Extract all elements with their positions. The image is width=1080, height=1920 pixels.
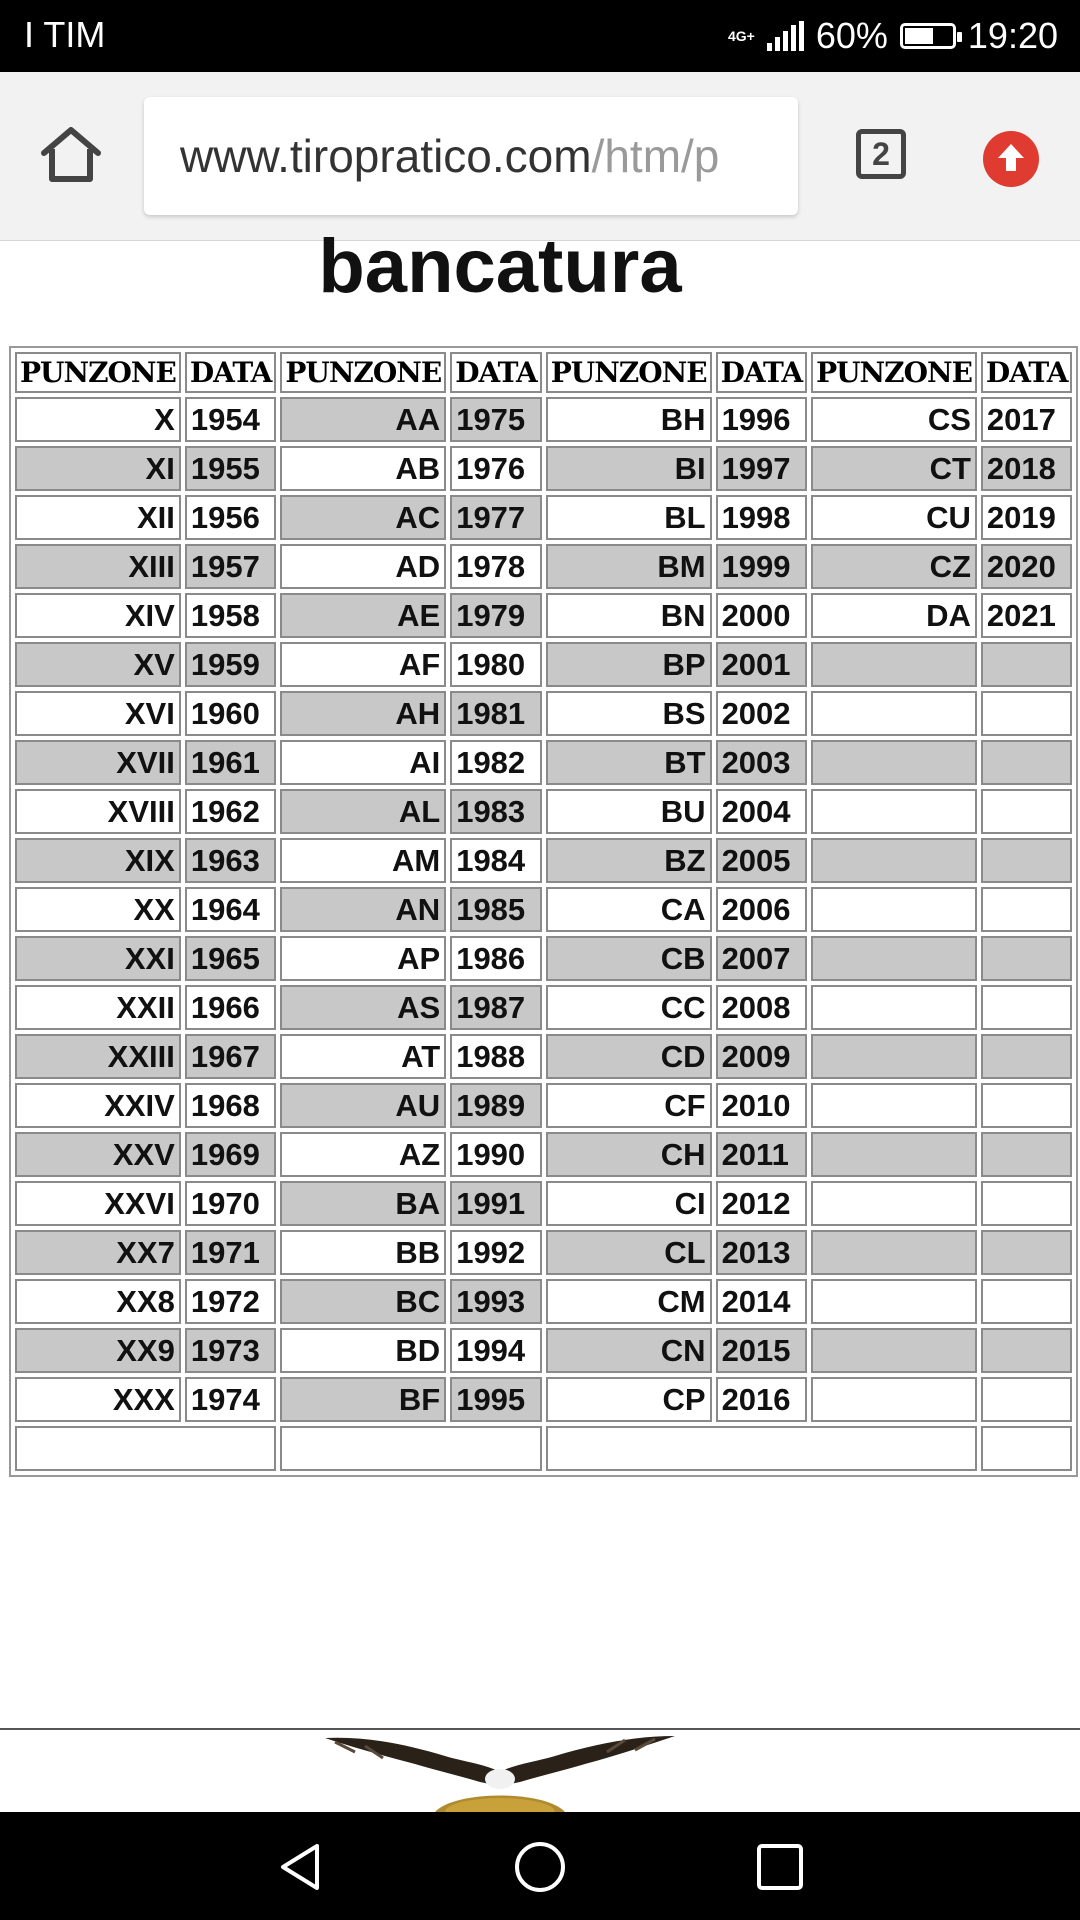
table-row [15,1279,1072,1324]
punzone-cell: AC [280,495,446,540]
data-cell: 1995 [450,1377,542,1422]
data-cell: 1993 [450,1279,542,1324]
header-punzone-1: PUNZONE [15,352,181,393]
punzone-cell: XIV [15,593,181,638]
punzone-cell: XVI [15,691,181,736]
data-cell: 2017 [981,397,1073,442]
header-data-2: DATA [450,352,542,393]
punzone-cell: XX [15,887,181,932]
data-cell [981,1181,1073,1226]
back-icon[interactable] [273,1840,327,1894]
punzone-cell: CH [546,1132,712,1177]
signal-icon [767,21,804,51]
punzone-cell: CS [811,397,977,442]
table-header-row [15,352,1072,393]
data-cell: 2011 [716,1132,808,1177]
punzone-cell [811,1279,977,1324]
punzone-cell: XII [15,495,181,540]
punzone-cell: X [15,397,181,442]
data-cell: 2018 [981,446,1073,491]
data-cell [981,985,1073,1030]
data-cell: 2013 [716,1230,808,1275]
data-cell: 1961 [185,740,277,785]
data-cell [981,1279,1073,1324]
battery-percent: 60% [815,15,888,56]
punzone-cell: CP [546,1377,712,1422]
punzone-cell: BL [546,495,712,540]
data-cell [981,1083,1073,1128]
empty-cell [546,1426,977,1471]
data-cell [981,1328,1073,1373]
punzone-cell [811,1034,977,1079]
url-host: www.tiropratico.com [180,130,592,182]
home-circle-icon[interactable] [513,1840,567,1894]
punzone-cell: AH [280,691,446,736]
punzone-cell [811,691,977,736]
table-row [15,985,1072,1030]
punzone-cell [811,887,977,932]
punzone-cell: AA [280,397,446,442]
punzone-cell: CN [546,1328,712,1373]
punzone-cell: BM [546,544,712,589]
url-text [180,129,719,183]
data-cell: 2010 [716,1083,808,1128]
data-cell: 1986 [450,936,542,981]
data-cell: 1954 [185,397,277,442]
data-cell [981,740,1073,785]
table-row [15,1328,1072,1373]
punzone-cell: BC [280,1279,446,1324]
punzone-cell: AP [280,936,446,981]
punzone-cell [811,642,977,687]
empty-cell [280,1426,541,1471]
punzone-cell [811,740,977,785]
data-cell: 2005 [716,838,808,883]
data-cell: 1971 [185,1230,277,1275]
punzone-cell: BB [280,1230,446,1275]
header-data-3: DATA [716,352,808,393]
table-row [15,1230,1072,1275]
punzone-cell: BI [546,446,712,491]
data-cell: 1974 [185,1377,277,1422]
battery-icon [900,23,956,49]
data-cell: 1958 [185,593,277,638]
data-cell: 1973 [185,1328,277,1373]
punzone-cell [811,838,977,883]
tab-count: 2 [872,136,890,172]
table-row [15,1083,1072,1128]
punzone-cell: AT [280,1034,446,1079]
punzone-cell: AS [280,985,446,1030]
table-row [15,740,1072,785]
data-cell: 1989 [450,1083,542,1128]
table-row [15,642,1072,687]
data-cell: 2021 [981,593,1073,638]
browser-toolbar [0,72,1080,241]
punzone-cell: XXVI [15,1181,181,1226]
punzone-cell: AI [280,740,446,785]
data-cell: 2014 [716,1279,808,1324]
punzone-cell: CL [546,1230,712,1275]
data-cell: 2020 [981,544,1073,589]
empty-cell [981,1426,1073,1471]
punzone-cell: BP [546,642,712,687]
upload-icon[interactable] [983,131,1039,187]
data-cell: 1983 [450,789,542,834]
punzone-cell: BN [546,593,712,638]
punzone-cell [811,1083,977,1128]
data-cell: 1988 [450,1034,542,1079]
data-cell: 2015 [716,1328,808,1373]
data-cell: 1963 [185,838,277,883]
punzone-cell: XX8 [15,1279,181,1324]
data-cell: 1977 [450,495,542,540]
data-cell: 1996 [716,397,808,442]
clock: 19:20 [967,15,1058,56]
data-cell: 1976 [450,446,542,491]
table-row [15,446,1072,491]
data-cell: 2007 [716,936,808,981]
punzone-cell: XXX [15,1377,181,1422]
punzone-cell: CT [811,446,977,491]
address-bar[interactable] [144,97,798,215]
table-row [15,936,1072,981]
punzone-cell: CU [811,495,977,540]
punzone-cell: AE [280,593,446,638]
punzone-cell: XXI [15,936,181,981]
punzone-cell: XX7 [15,1230,181,1275]
status-indicators [728,12,1058,60]
header-punzone-2: PUNZONE [280,352,446,393]
data-cell: 1975 [450,397,542,442]
data-cell: 2004 [716,789,808,834]
punzone-cell [811,936,977,981]
data-cell: 1999 [716,544,808,589]
table-row [15,495,1072,540]
empty-cell [15,1426,276,1471]
data-cell: 1991 [450,1181,542,1226]
punzone-cell: AD [280,544,446,589]
punzone-cell [811,1181,977,1226]
punzone-cell: BS [546,691,712,736]
eagle-logo [325,1734,675,1812]
punzone-cell: XI [15,446,181,491]
table-body [15,397,1072,1471]
data-cell: 1982 [450,740,542,785]
punzone-cell: AM [280,838,446,883]
punzone-cell: XXIII [15,1034,181,1079]
punzone-cell [811,985,977,1030]
table-row-empty [15,1426,1072,1471]
header-data-4: DATA [981,352,1073,393]
network-type [728,29,755,43]
table-row [15,887,1072,932]
data-cell: 2003 [716,740,808,785]
tabs-icon[interactable] [856,129,906,179]
punzone-cell: AB [280,446,446,491]
data-cell [981,642,1073,687]
data-cell: 1992 [450,1230,542,1275]
data-cell: 2016 [716,1377,808,1422]
carrier-name: I TIM [24,14,106,55]
data-cell: 1959 [185,642,277,687]
data-cell [981,838,1073,883]
punzone-cell: AF [280,642,446,687]
data-cell: 1957 [185,544,277,589]
status-bar [0,0,1080,72]
data-cell: 1997 [716,446,808,491]
data-cell: 1955 [185,446,277,491]
punzone-cell: XVII [15,740,181,785]
punzone-cell: BH [546,397,712,442]
data-cell: 2002 [716,691,808,736]
data-cell: 1978 [450,544,542,589]
punzone-cell: AZ [280,1132,446,1177]
page-title: bancatura [318,224,682,309]
table-row [15,789,1072,834]
data-cell: 1966 [185,985,277,1030]
punzone-cell: XXIV [15,1083,181,1128]
data-cell: 1981 [450,691,542,736]
data-cell: 1968 [185,1083,277,1128]
data-cell [981,789,1073,834]
punzone-cell: CZ [811,544,977,589]
table-row [15,1034,1072,1079]
data-cell: 1969 [185,1132,277,1177]
punzone-cell: XXV [15,1132,181,1177]
punzone-cell: XV [15,642,181,687]
data-cell: 1979 [450,593,542,638]
table-row [15,691,1072,736]
recents-icon[interactable] [753,1840,807,1894]
punzone-cell: XIX [15,838,181,883]
punzone-cell: AU [280,1083,446,1128]
data-cell: 2008 [716,985,808,1030]
punzone-cell [811,789,977,834]
data-cell: 2009 [716,1034,808,1079]
home-icon[interactable] [38,125,104,185]
punzone-cell: AN [280,887,446,932]
data-cell [981,1377,1073,1422]
data-cell: 1984 [450,838,542,883]
punzone-cell [811,1230,977,1275]
punzone-cell: CI [546,1181,712,1226]
data-cell: 1962 [185,789,277,834]
punzone-cell [811,1377,977,1422]
network-label: 4G+ [727,28,755,44]
divider [0,1728,1080,1730]
data-cell: 1985 [450,887,542,932]
data-cell [981,1132,1073,1177]
punzone-cell: BZ [546,838,712,883]
data-cell: 2012 [716,1181,808,1226]
punzone-cell: CD [546,1034,712,1079]
table-row [15,593,1072,638]
header-data-1: DATA [185,352,277,393]
header-punzone-4: PUNZONE [811,352,977,393]
data-cell: 1980 [450,642,542,687]
battery-fill [905,28,933,44]
data-cell: 1965 [185,936,277,981]
punzone-cell: BF [280,1377,446,1422]
punzone-cell: BT [546,740,712,785]
data-cell: 1972 [185,1279,277,1324]
punzone-cell: BD [280,1328,446,1373]
table-row [15,544,1072,589]
punzone-cell: BA [280,1181,446,1226]
data-cell: 1960 [185,691,277,736]
data-cell: 1967 [185,1034,277,1079]
url-path: /htm/p [591,130,720,182]
data-cell [981,1034,1073,1079]
data-cell [981,887,1073,932]
data-cell: 1994 [450,1328,542,1373]
data-cell: 1990 [450,1132,542,1177]
table-row [15,1132,1072,1177]
punzone-cell: XXII [15,985,181,1030]
table-row [15,1181,1072,1226]
punzone-cell: CC [546,985,712,1030]
table-row [15,1377,1072,1422]
punzone-cell: XVIII [15,789,181,834]
data-cell [981,936,1073,981]
data-cell: 1964 [185,887,277,932]
punzone-cell: CF [546,1083,712,1128]
punzone-cell: CA [546,887,712,932]
table-row [15,838,1072,883]
punzone-cell: XIII [15,544,181,589]
punzone-cell: BU [546,789,712,834]
navigation-bar [0,1812,1080,1920]
data-cell: 1956 [185,495,277,540]
data-cell: 1998 [716,495,808,540]
punzone-cell: CB [546,936,712,981]
data-cell [981,1230,1073,1275]
header-punzone-3: PUNZONE [546,352,712,393]
data-cell: 1987 [450,985,542,1030]
punzone-cell: AL [280,789,446,834]
data-cell: 2001 [716,642,808,687]
data-cell [981,691,1073,736]
punzone-cell: XX9 [15,1328,181,1373]
data-cell: 1970 [185,1181,277,1226]
data-cell: 2019 [981,495,1073,540]
punzone-cell: CM [546,1279,712,1324]
table-row [15,397,1072,442]
data-cell: 2006 [716,887,808,932]
punzone-table [9,346,1078,1477]
punzone-cell: DA [811,593,977,638]
data-cell: 2000 [716,593,808,638]
punzone-cell [811,1132,977,1177]
punzone-cell [811,1328,977,1373]
